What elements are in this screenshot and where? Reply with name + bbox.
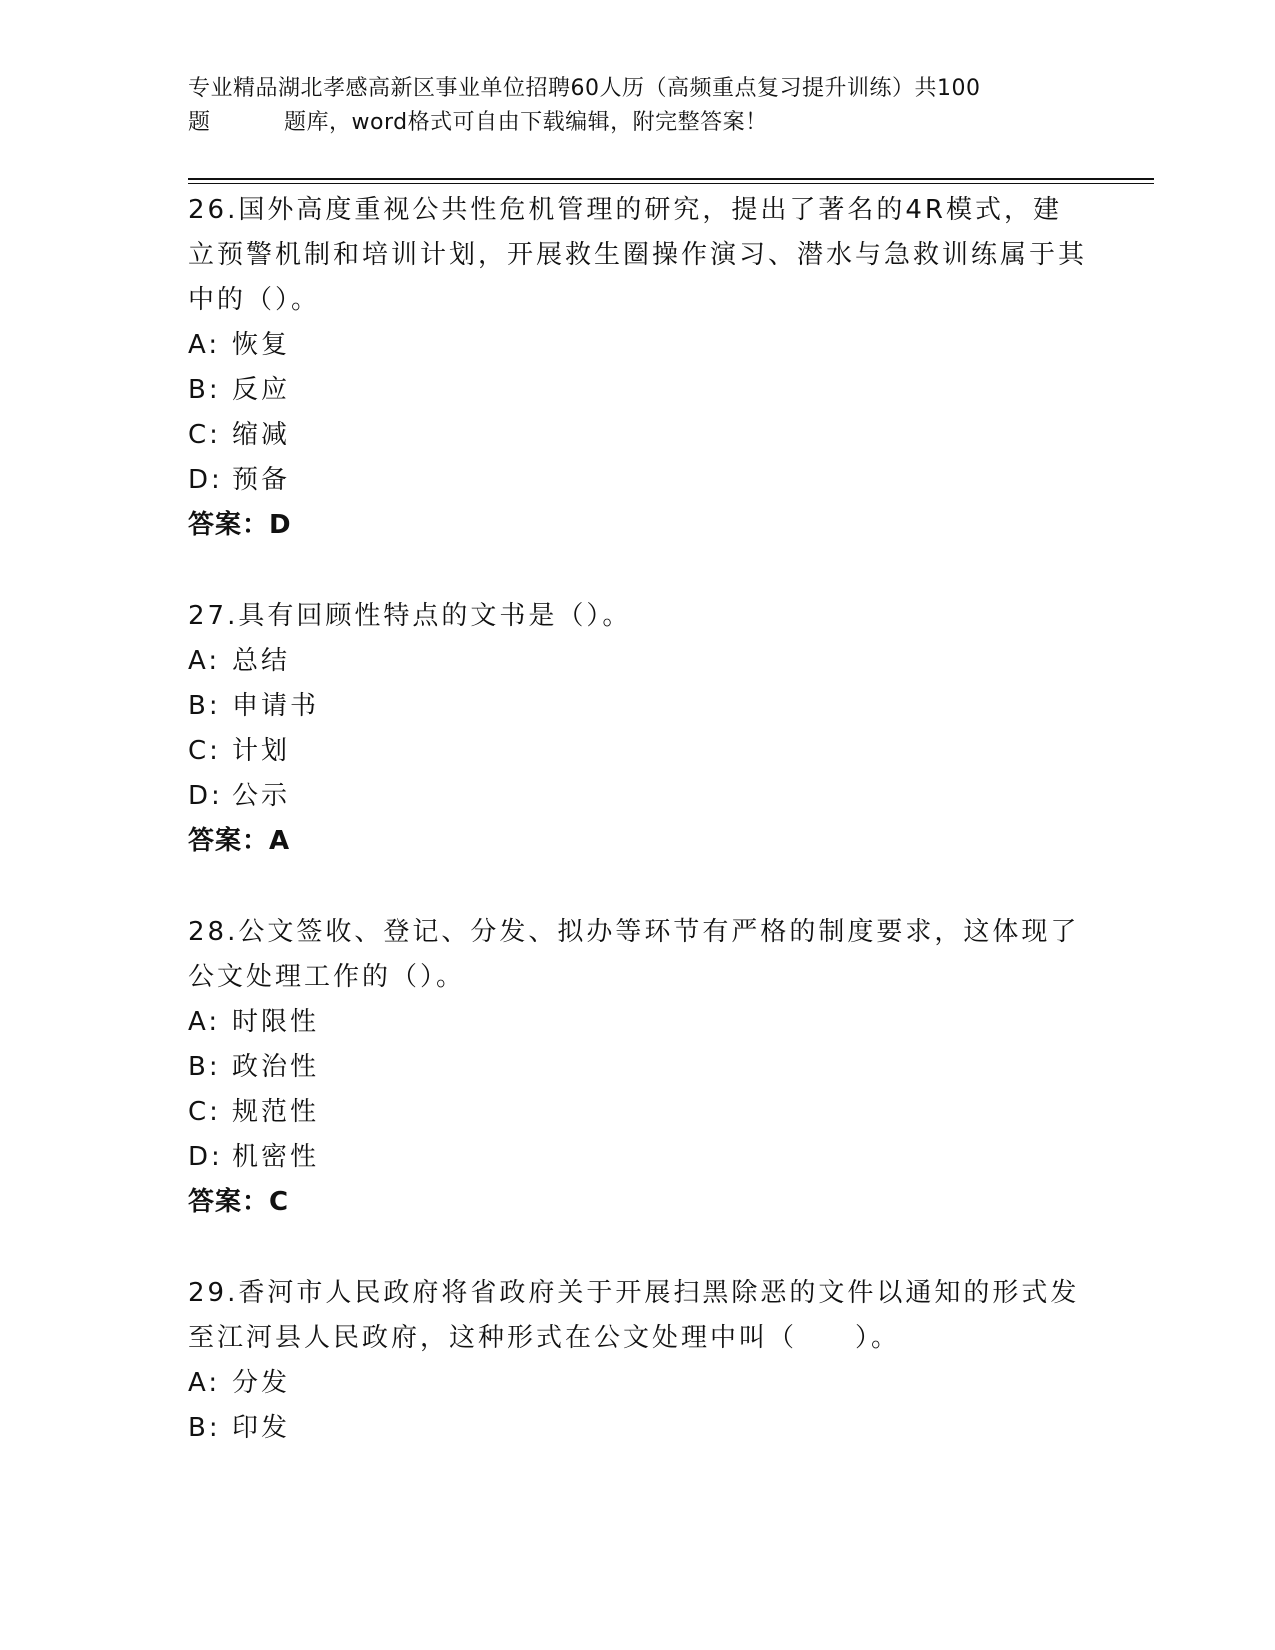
option-a (188, 639, 1088, 684)
header-title-line-1: 专业精品湖北孝感高新区事业单位招聘60人历（高频重点复习提升训练）共100 (188, 76, 981, 101)
option-key: B: (188, 691, 221, 721)
header-title-line-2-left: 题 (188, 110, 211, 135)
header-divider-thin (188, 183, 1154, 184)
header-title-line-2 (188, 106, 1068, 140)
option-key: A: (188, 646, 221, 676)
option-c (188, 413, 1088, 458)
option-key: C: (188, 420, 221, 450)
option-text: 反应 (232, 375, 291, 405)
answer-text: 答案：C (188, 1187, 290, 1217)
option-text: 分发 (232, 1368, 291, 1398)
option-d (188, 774, 1088, 819)
question-29 (188, 1271, 1088, 1451)
option-key: A: (188, 1007, 221, 1037)
option-c (188, 1090, 1088, 1135)
option-text: 机密性 (232, 1142, 320, 1172)
option-text: 时限性 (232, 1007, 320, 1037)
option-key: A: (188, 1368, 221, 1398)
option-c (188, 729, 1088, 774)
option-b (188, 368, 1088, 413)
question-list (188, 188, 1088, 1451)
option-key: A: (188, 330, 221, 360)
question-27 (188, 594, 1088, 864)
option-key: C: (188, 1097, 221, 1127)
option-b (188, 684, 1088, 729)
option-key: B: (188, 1413, 221, 1443)
option-text: 总结 (232, 646, 291, 676)
option-a (188, 323, 1088, 368)
question-28 (188, 910, 1088, 1225)
header-divider-thick (188, 178, 1154, 180)
option-text: 计划 (232, 736, 291, 766)
option-text: 印发 (232, 1413, 291, 1443)
option-a (188, 1361, 1088, 1406)
option-text: 申请书 (232, 691, 320, 721)
option-d (188, 458, 1088, 503)
option-text: 预备 (232, 465, 291, 495)
question-stem: 28.公文签收、登记、分发、拟办等环节有严格的制度要求，这体现了公文处理工作的（）。 (188, 917, 1080, 992)
option-key: D: (188, 781, 223, 811)
option-key: D: (188, 1142, 223, 1172)
option-a (188, 1000, 1088, 1045)
option-b (188, 1045, 1088, 1090)
option-text: 规范性 (232, 1097, 320, 1127)
header-title-line-2-right: 题库，word格式可自由下载编辑，附完整答案！ (284, 110, 768, 135)
option-d (188, 1135, 1088, 1180)
document-header (188, 72, 1068, 140)
option-key: B: (188, 375, 221, 405)
option-text: 公示 (232, 781, 291, 811)
option-text: 缩减 (232, 420, 291, 450)
option-key: C: (188, 736, 221, 766)
option-text: 恢复 (232, 330, 291, 360)
question-stem: 29.香河市人民政府将省政府关于开展扫黑除恶的文件以通知的形式发至江河县人民政府，这种形式在公文处理中叫（ ）。 (188, 1278, 1080, 1353)
question-26 (188, 188, 1088, 548)
option-text: 政治性 (232, 1052, 320, 1082)
option-key: D: (188, 465, 223, 495)
question-stem: 26.国外高度重视公共性危机管理的研究，提出了著名的4R模式，建立预警机制和培训计划，开展救生圈操作演习、潜水与急救训练属于其中的（）。 (188, 195, 1088, 315)
option-key: B: (188, 1052, 221, 1082)
question-stem: 27.具有回顾性特点的文书是（）。 (188, 601, 632, 631)
answer-text: 答案：D (188, 510, 292, 540)
option-b (188, 1406, 1088, 1451)
answer-text: 答案：A (188, 826, 291, 856)
